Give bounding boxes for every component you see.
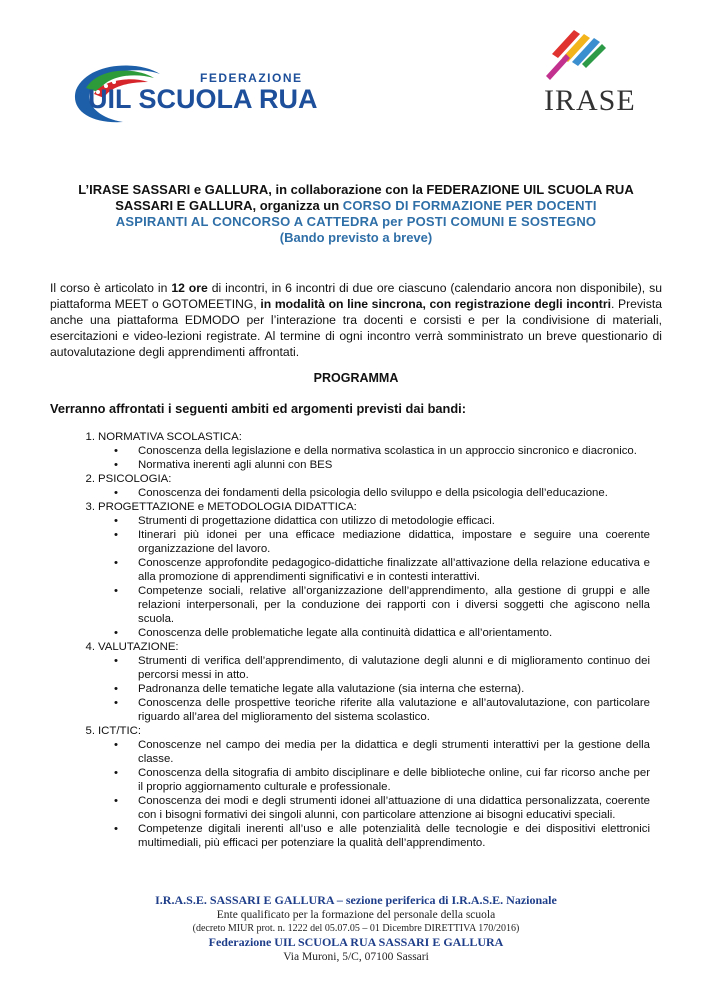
section-number: 2. <box>85 473 95 485</box>
section <box>50 472 650 500</box>
svg-text:FEDERAZIONE: FEDERAZIONE <box>200 71 303 85</box>
irase-logo <box>522 24 640 116</box>
list-item: • Competenze digitali inerenti all’uso e alle potenzialità delle tecnologie e dei dispositivi elettronici multimediali, più efficaci per potenziare la qualità dell’apprendimento. <box>50 822 650 850</box>
course-description: Il corso è articolato in 12 ore di incontri, in 6 incontri di due ore ciascuno (calendario ancora non disponibile), su piattaforma MEET o GOTOMEETING, in modalità on line sincrona, con registrazione degli incontri. Prevista anche una piattaforma EDMODO per l’interazione tra docenti e corsisti e per la condivisione di materiali, esercitazioni e video-lezioni registrate. Al termine di ogni incontro verrà somministrato un breve questionario di autovalutazione degli apprendimenti affrontati. <box>50 281 662 359</box>
list-item: • Padronanza delle tematiche legate alla valutazione (sia interna che esterna). <box>50 682 650 696</box>
program-lead: Verranno affrontati i seguenti ambiti ed argomenti previsti dai bandi: <box>50 401 466 416</box>
section-title: PROGETTAZIONE e METODOLOGIA DIDATTICA: <box>98 501 357 513</box>
programma-title: PROGRAMMA <box>313 371 399 385</box>
section-number: 4. <box>85 641 95 653</box>
footer-line-5: Via Muroni, 5/C, 07100 Sassari <box>283 951 429 963</box>
list-item: • Itinerari più idonei per una efficace mediazione didattica, impostare e seguire una coerente organizzazione del lavoro. <box>50 528 650 556</box>
intro-line-3: ASPIRANTI AL CONCORSO A CATTEDRA per POSTI COMUNI E SOSTEGNO <box>115 214 597 229</box>
uil-scuola-rua-logo <box>68 52 368 127</box>
list-item: • Conoscenza delle problematiche legate alla continuità didattica e all’orientamento. <box>50 626 650 640</box>
list-item: • Conoscenza dei fondamenti della psicologia dello sviluppo e della psicologia dell’educazione. <box>50 486 650 500</box>
list-item: • Conoscenza della sitografia di ambito disciplinare e delle biblioteche online, cui far ricorso anche per il proprio aggiornamento culturale e professionale. <box>50 766 650 794</box>
section-title: NORMATIVA SCOLASTICA: <box>98 431 242 443</box>
list-item: • Strumenti di verifica dell’apprendimento, di valutazione degli alunni e di miglioramento continuo dei percorsi messi in atto. <box>50 654 650 682</box>
intro-heading <box>50 182 662 246</box>
section <box>50 724 650 850</box>
footer-line-2: Ente qualificato per la formazione del personale della scuola <box>216 909 496 921</box>
list-item: • Normativa inerenti agli alunni con BES <box>50 458 650 472</box>
list-item: • Competenze sociali, relative all’organizzazione dell’apprendimento, alla gestione di gruppi e alle relazioni interpersonali, per la conduzione dei rapporti con i diversi soggetti che agiscono nella scuola. <box>50 584 650 626</box>
section <box>50 430 650 472</box>
list-item: • Strumenti di progettazione didattica con utilizzo di metodologie efficaci. <box>50 514 650 528</box>
section-title: VALUTAZIONE: <box>98 641 179 653</box>
section-title: ICT/TIC: <box>98 725 142 737</box>
svg-text:IRASE: IRASE <box>544 84 636 116</box>
list-item: • Conoscenze nel campo dei media per la didattica e degli strumenti interattivi per la gestione della classe. <box>50 738 650 766</box>
section-number: 1. <box>85 431 95 443</box>
program-list <box>50 430 650 850</box>
section <box>50 640 650 724</box>
list-item: • Conoscenza delle prospettive teoriche riferite alla valutazione e all’autovalutazione, con particolare riguardo all’area del miglioramento del sistema scolastico. <box>50 696 650 724</box>
list-item: • Conoscenze approfondite pedagogico-didattiche finalizzate all’attivazione della relazione educativa e alla promozione di apprendimenti significativi e in contesti interattivi. <box>50 556 650 584</box>
list-item: • Conoscenza della legislazione e della normativa scolastica in un approccio sincronico e diacronico. <box>50 444 650 458</box>
footer-line-3: (decreto MIUR prot. n. 1222 del 05.07.05 – 01 Dicembre DIRETTIVA 170/2016) <box>192 923 520 934</box>
intro-line-2: SASSARI E GALLURA, organizza un CORSO DI FORMAZIONE PER DOCENTI <box>115 198 597 213</box>
intro-line-4: (Bando previsto a breve) <box>279 230 433 245</box>
footer <box>0 893 712 964</box>
list-item: • Conoscenza dei modi e degli strumenti idonei all’attuazione di una didattica personalizzata, coerente con i bisogni formativi dei singoli alunni, con particolare attenzione ai bisogni educativi speciali. <box>50 794 650 822</box>
footer-line-1: I.R.A.S.E. SASSARI E GALLURA – sezione periferica di I.R.A.S.E. Nazionale <box>155 893 557 907</box>
section-number: 3. <box>85 501 95 513</box>
section-number: 5. <box>85 725 95 737</box>
svg-text:UIL SCUOLA RUA: UIL SCUOLA RUA <box>88 84 318 114</box>
section-title: PSICOLOGIA: <box>98 473 172 485</box>
footer-line-4: Federazione UIL SCUOLA RUA SASSARI E GALLURA <box>208 935 504 949</box>
section <box>50 500 650 640</box>
intro-line-1: L’IRASE SASSARI e GALLURA, in collaborazione con la FEDERAZIONE UIL SCUOLA RUA <box>78 182 634 197</box>
